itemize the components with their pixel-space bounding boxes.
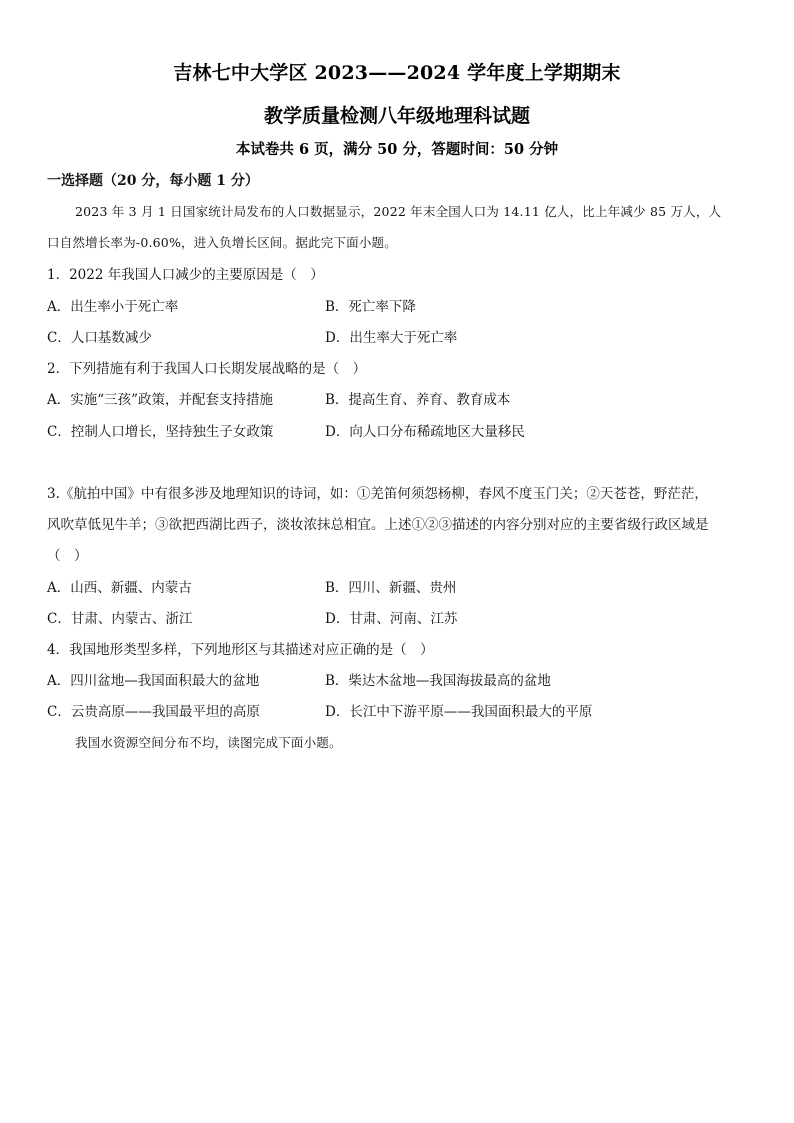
passage2-line1: 我国水资源空间分布不均，读图完成下面小题。 bbox=[75, 735, 342, 750]
question-4-option-d: D．长江中下游平原——我国面积最大的平原 bbox=[325, 704, 593, 720]
question-1-option-a: A．出生率小于死亡率 bbox=[47, 299, 179, 315]
question-3-option-c: C．甘肃、内蒙古、浙江 bbox=[47, 611, 193, 627]
question-1-option-d: D．出生率大于死亡率 bbox=[325, 330, 458, 346]
question-1-stem: 1．2022 年我国人口减少的主要原因是（ ） bbox=[47, 267, 324, 283]
question-2-stem: 2．下列措施有利于我国人口长期发展战略的是（ ） bbox=[47, 361, 367, 377]
question-2-option-b: B．提高生育、养育、教育成本 bbox=[325, 392, 511, 408]
question-2-option-c: C．控制人口增长，坚持独生子女政策 bbox=[47, 424, 274, 440]
question-3-stem-line2: 风吹草低见牛羊；③欲把西湖比西子，淡妆浓抹总相宜。上述①②③描述的内容分别对应的主要省级行政区域是 bbox=[47, 517, 709, 533]
question-4-option-a: A．四川盆地—我国面积最大的盆地 bbox=[47, 673, 260, 689]
exam-title-line1: 吉林七中大学区 2023——2024 学年度上学期期末 bbox=[173, 62, 621, 84]
question-1-option-c: C．人口基数减少 bbox=[47, 330, 152, 346]
question-3-option-d: D．甘肃、河南、江苏 bbox=[325, 611, 458, 627]
question-4-option-c: C．云贵高原——我国最平坦的高原 bbox=[47, 704, 260, 720]
question-1-option-b: B．死亡率下降 bbox=[325, 299, 416, 315]
question-4-option-b: B．柴达木盆地—我国海拔最高的盆地 bbox=[325, 673, 551, 689]
question-2-option-a: A．实施“三孩”政策，并配套支持措施 bbox=[47, 392, 274, 408]
question-2-option-d: D．向人口分布稀疏地区大量移民 bbox=[325, 424, 525, 440]
question-4-stem: 4．我国地形类型多样，下列地形区与其描述对应正确的是（ ） bbox=[47, 642, 434, 658]
exam-info: 本试卷共 6 页，满分 50 分，答题时间：50 分钟 bbox=[235, 141, 559, 158]
question-3-stem-line1: 3.《航拍中国》中有很多涉及地理知识的诗词，如：①羌笛何须怨杨柳，春风不度玉门关；②天苍苍，野茫茫， bbox=[47, 486, 708, 502]
question-3-stem-line3: （ ） bbox=[47, 548, 88, 564]
passage1-line2: 口自然增长率为-0.60%，进入负增长区间。据此完下面小题。 bbox=[47, 235, 397, 250]
section-heading: 一选择题（20 分，每小题 1 分） bbox=[47, 173, 259, 189]
exam-title-line2: 教学质量检测八年级地理科试题 bbox=[263, 105, 530, 127]
question-3-option-a: A．山西、新疆、内蒙古 bbox=[47, 580, 192, 596]
question-3-option-b: B．四川、新疆、贵州 bbox=[325, 580, 457, 596]
passage1-line1: 2023 年 3 月 1 日国家统计局发布的人口数据显示，2022 年末全国人口为 14.11 亿人，比上年减少 85 万人，人 bbox=[75, 204, 722, 219]
